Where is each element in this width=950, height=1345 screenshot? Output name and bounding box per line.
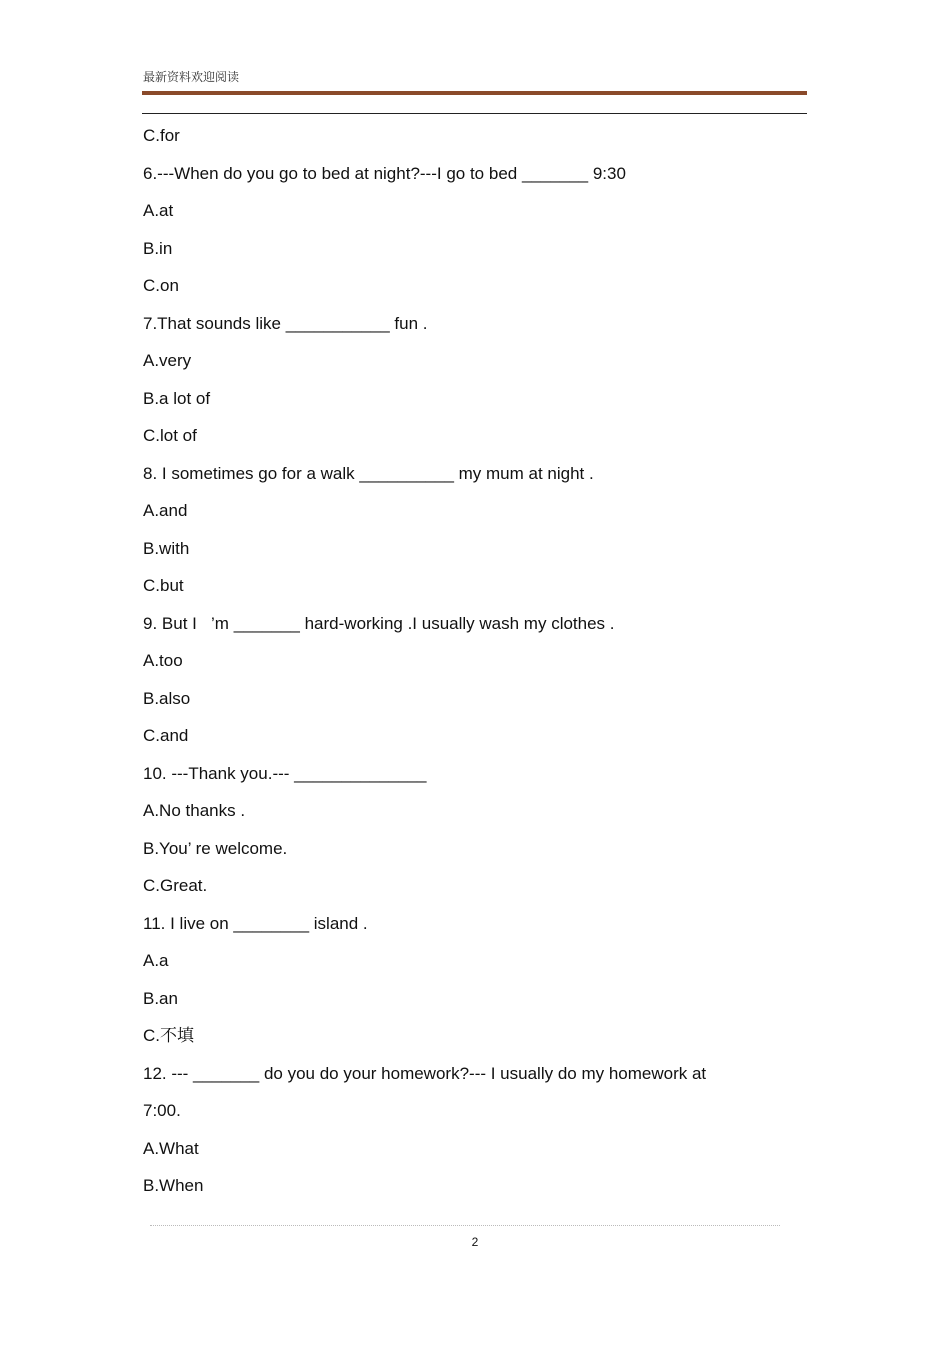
option-line: C.on <box>143 276 179 295</box>
option-line: B.with <box>143 538 190 558</box>
option-line: B.in <box>143 238 173 258</box>
option-line: B.a lot of <box>143 388 211 408</box>
option-line: A.too <box>143 651 183 670</box>
question-11: 11. I live on ________ island . <box>143 913 368 933</box>
option-line: A.at <box>143 201 174 220</box>
option-line: A.and <box>143 501 188 520</box>
question-12-continued: 7:00. <box>143 1101 181 1120</box>
question-8: 8. I sometimes go for a walk __________ my mum at night . <box>143 463 594 483</box>
option-line: A.No thanks . <box>143 801 246 820</box>
text-line: C.for <box>143 126 180 145</box>
option-line: C.but <box>143 576 184 595</box>
footer-dotted-rule <box>150 1225 780 1229</box>
question-7: 7.That sounds like ___________ fun . <box>143 313 428 333</box>
header-thick-rule <box>142 91 807 95</box>
option-line: A.very <box>143 351 192 370</box>
question-12: 12. --- _______ do you do your homework?--- I usually do my homework at <box>143 1063 707 1083</box>
option-line: B.an <box>143 988 178 1008</box>
option-line: B.also <box>143 688 191 708</box>
question-9: 9. But I ’m _______ hard-working .I usually wash my clothes . <box>143 613 615 633</box>
option-line: C.不填 <box>143 1026 194 1045</box>
question-10: 10. ---Thank you.--- ______________ <box>143 763 427 783</box>
option-line: A.a <box>143 951 169 970</box>
header-thin-rule <box>142 113 807 114</box>
page-number: 2 <box>471 1235 479 1249</box>
option-line: A.What <box>143 1138 199 1158</box>
option-line: C.Great. <box>143 876 208 895</box>
option-line: B.When <box>143 1176 204 1195</box>
option-line: C.and <box>143 726 189 745</box>
option-line: B.You’ re welcome. <box>143 838 288 858</box>
option-line: C.lot of <box>143 426 197 445</box>
page-header-text: 最新资料欢迎阅读 <box>143 70 240 84</box>
question-content <box>143 123 783 1211</box>
question-6: 6.---When do you go to bed at night?---I go to bed _______ 9:30 <box>143 163 626 183</box>
